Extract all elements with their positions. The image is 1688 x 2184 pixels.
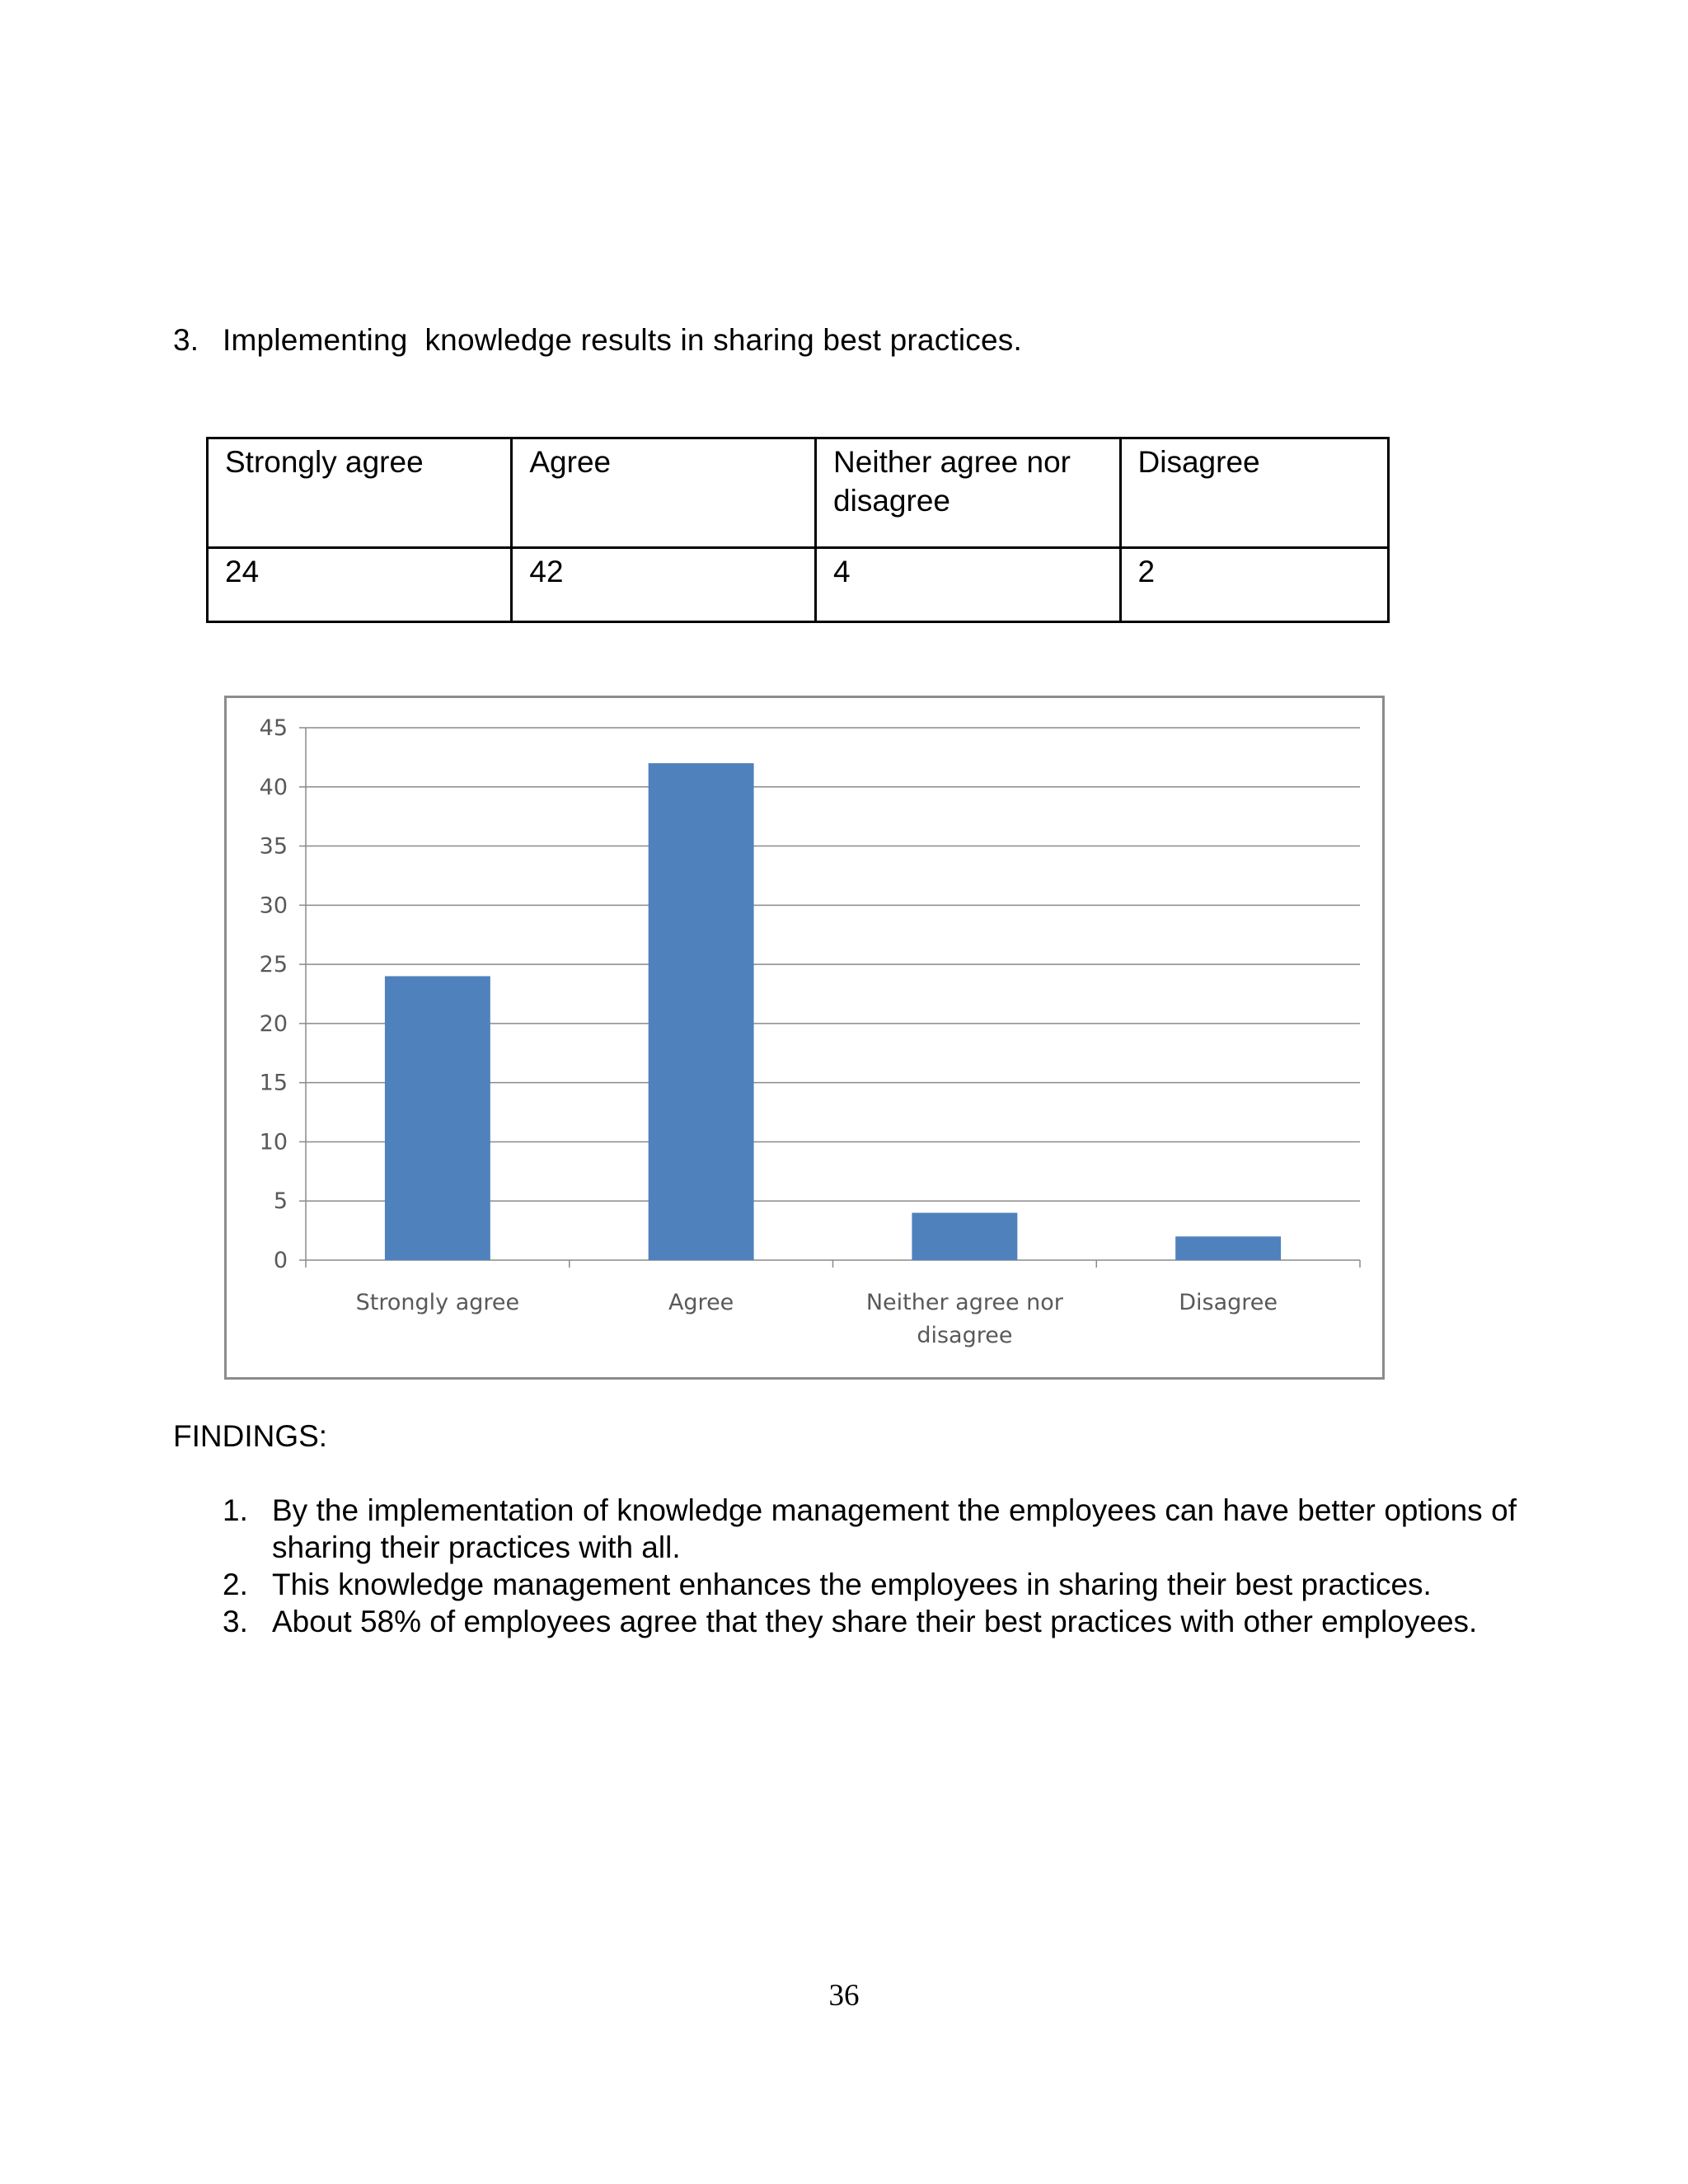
table-row xyxy=(208,548,1389,622)
table-header-cell: Strongly agree xyxy=(208,438,512,548)
finding-item xyxy=(223,1566,1517,1603)
finding-text: This knowledge management enhances the employees in sharing their best practices. xyxy=(272,1568,1432,1601)
x-tick-label: Agree xyxy=(668,1290,734,1315)
y-tick-label: 25 xyxy=(259,952,288,978)
bar xyxy=(1175,1236,1281,1260)
table-cell: 2 xyxy=(1120,548,1388,622)
table-header-cell: Agree xyxy=(512,438,816,548)
y-tick-label: 35 xyxy=(259,833,288,860)
finding-text: About 58% of employees agree that they share their best practices with other employees. xyxy=(272,1605,1478,1638)
table-cell: 42 xyxy=(512,548,816,622)
table-header-row xyxy=(208,438,1389,548)
y-tick-label: 45 xyxy=(259,715,288,741)
y-tick-label: 10 xyxy=(259,1129,288,1155)
finding-number: 2. xyxy=(223,1568,248,1601)
y-tick-label: 20 xyxy=(259,1010,288,1037)
question-text: Implementing knowledge results in sharing best practices. xyxy=(223,323,1022,357)
bar xyxy=(649,763,754,1260)
question-number: 3. xyxy=(173,323,199,357)
finding-number: 3. xyxy=(223,1605,248,1638)
table-header-cell: Disagree xyxy=(1120,438,1388,548)
finding-item xyxy=(223,1603,1517,1640)
bar-chart xyxy=(227,698,1382,1377)
x-tick-label: Disagree xyxy=(1179,1290,1278,1315)
table-header-cell: Neither agree nor disagree xyxy=(816,438,1120,548)
x-tick-label: Strongly agree xyxy=(355,1290,520,1315)
bar xyxy=(912,1213,1017,1260)
bar xyxy=(385,976,490,1260)
y-tick-label: 5 xyxy=(273,1188,288,1215)
y-tick-label: 40 xyxy=(259,774,288,800)
response-table xyxy=(206,437,1390,623)
finding-item xyxy=(223,1492,1517,1566)
finding-number: 1. xyxy=(223,1493,248,1527)
x-tick-label: Neither agree nor disagree xyxy=(865,1290,1063,1348)
table-cell: 24 xyxy=(208,548,512,622)
page-number: 36 xyxy=(828,1979,860,2013)
findings-list xyxy=(223,1492,1517,1640)
question-heading xyxy=(173,323,1022,358)
y-tick-label: 15 xyxy=(259,1070,288,1096)
table-cell: 4 xyxy=(816,548,1120,622)
y-tick-label: 0 xyxy=(273,1248,288,1273)
findings-heading: FINDINGS: xyxy=(173,1419,328,1453)
bar-chart-frame xyxy=(224,696,1385,1380)
y-tick-label: 30 xyxy=(259,893,288,919)
finding-text: By the implementation of knowledge management the employees can have better options of sharing their practices with all. xyxy=(272,1493,1517,1564)
